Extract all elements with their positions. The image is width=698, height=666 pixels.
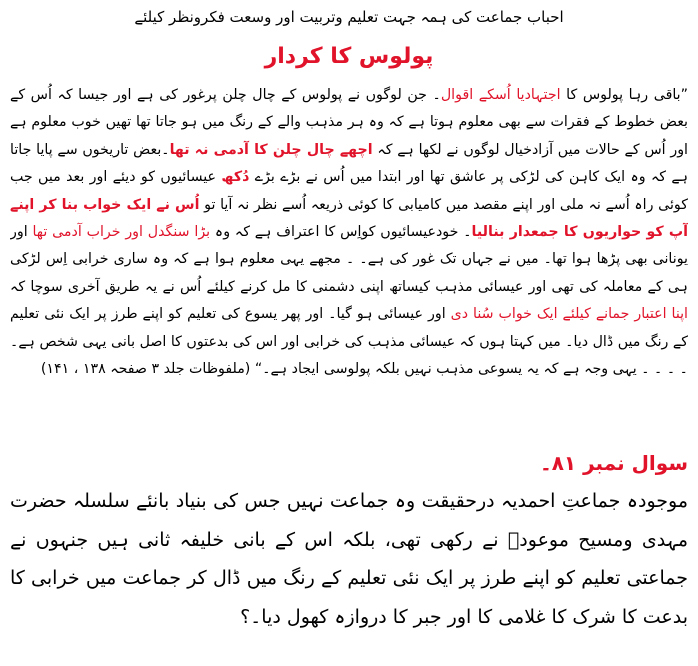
page-header: احباب جماعت کی ہمہ جہت تعلیم وتربیت اور وسعت فکرونظر کیلئے — [134, 8, 564, 26]
quote-text: اور یونانی بھی پڑھا ہوا تھا۔ میں نے جہاں تک غور کی ہے۔ ۔ مجھے یہی معلوم ہوا ہے کہ وہ ساری خرابی اِس لڑکی ہی کے معاملہ کی تھی اور عیسائی مذہب کیساتھ اپنی دشمنی کا مل کرنے کیلئے اُس نے یہ طریق آخری سوچا کہ — [10, 224, 688, 295]
quote-text: ”باقی رہا پولوس کا — [560, 87, 688, 103]
article-title: پولوس کا کردار — [264, 44, 434, 69]
highlight-dream-trust: اپنا اعتبار جمانے کیلئے ایک خواب سُنا دی — [450, 306, 688, 323]
quote-text: عیسائیوں کو دیئے اور بعد میں جب کوئی راہ اُسے نہ ملی اور اپنے مقصد میں کامیابی کا کوئی ذریعہ اُسے نظر نہ آیا تو — [10, 169, 688, 213]
quote-text: ۔ خودعیسائیوں کواِس کا اعتراف ہے کہ وہ — [210, 224, 472, 241]
highlight-harsh-man: بڑا سنگدل اور خراب آدمی تھا — [32, 224, 211, 241]
question-title: سوال نمبر ۸۱۔ — [539, 451, 688, 475]
highlight-dream-leader: اُس نے ایک خواب بنا کر اپنے آپ کو حواریوں کا جمعدار بنالیا — [10, 196, 688, 241]
highlight-dukh: دُکھ — [221, 169, 250, 186]
quote-text: اور عیسائی ہو گیا۔ اور پھر یسوع کی تعلیم کو اپنے طرز پر ایک نئی تعلیم کے رنگ میں ڈال دیا۔ میں کہتا ہوں کہ عیسائی مذہب کی خرابی اور اس کی بدعتوں کا اصل بانی یہی شخص ہے۔ ۔ ۔ ۔ ۔ یہی وجہ ہے کہ یہ یسوعی مذہب نہیں بلکہ پولوسی ایجاد ہے۔“ (ملفوظات جلد ۳ صفحہ ۱۳۸ ، ۱۴۱) — [10, 306, 688, 378]
highlight-ijtihad: اجتہادیا اُسکے اقوال — [440, 87, 561, 103]
quote-text: ۔بعض تاریخوں سے پایا جاتا ہے کہ وہ ایک کاہن کی لڑکی پر عاشق تھا اور ابتدا میں اُس نے بڑے بڑے — [10, 141, 688, 186]
quote-paragraph — [10, 82, 688, 442]
highlight-bad-character: اچھے چال چلن کا آدمی نہ تھا — [169, 141, 373, 158]
quote-text: ۔ جن لوگوں نے پولوس کے چال چلن پرغور کی ہے اور جیسا کہ اُس کے بعض خطوط کے فقرات سے بھی معلوم ہوتا ہے کہ وہ ہر مذہب والے کے رنگ میں ہو جاتا تھا تھیں خوب معلوم ہے اور اُس کے حالات میں آزادخیال لوگوں نے لکھا ہے کہ — [10, 87, 688, 158]
question-text: موجودہ جماعتِ احمدیہ درحقیقت وہ جماعت نہیں جس کی بنیاد بانئے سلسلہ حضرت مہدی ومسیح موعودؑ نے رکھی تھی، بلکہ اس کے بانی خلیفہ ثانی ہیں جنہوں نے جماعتی تعلیم کو اپنے طرز پر ایک نئی تعلیم کے رنگ میں ڈال کر جماعت میں خرابی کا بدعت کا شرک کا غلامی کا اور جبر کا دروازہ کھول دیا۔؟ — [10, 490, 688, 628]
